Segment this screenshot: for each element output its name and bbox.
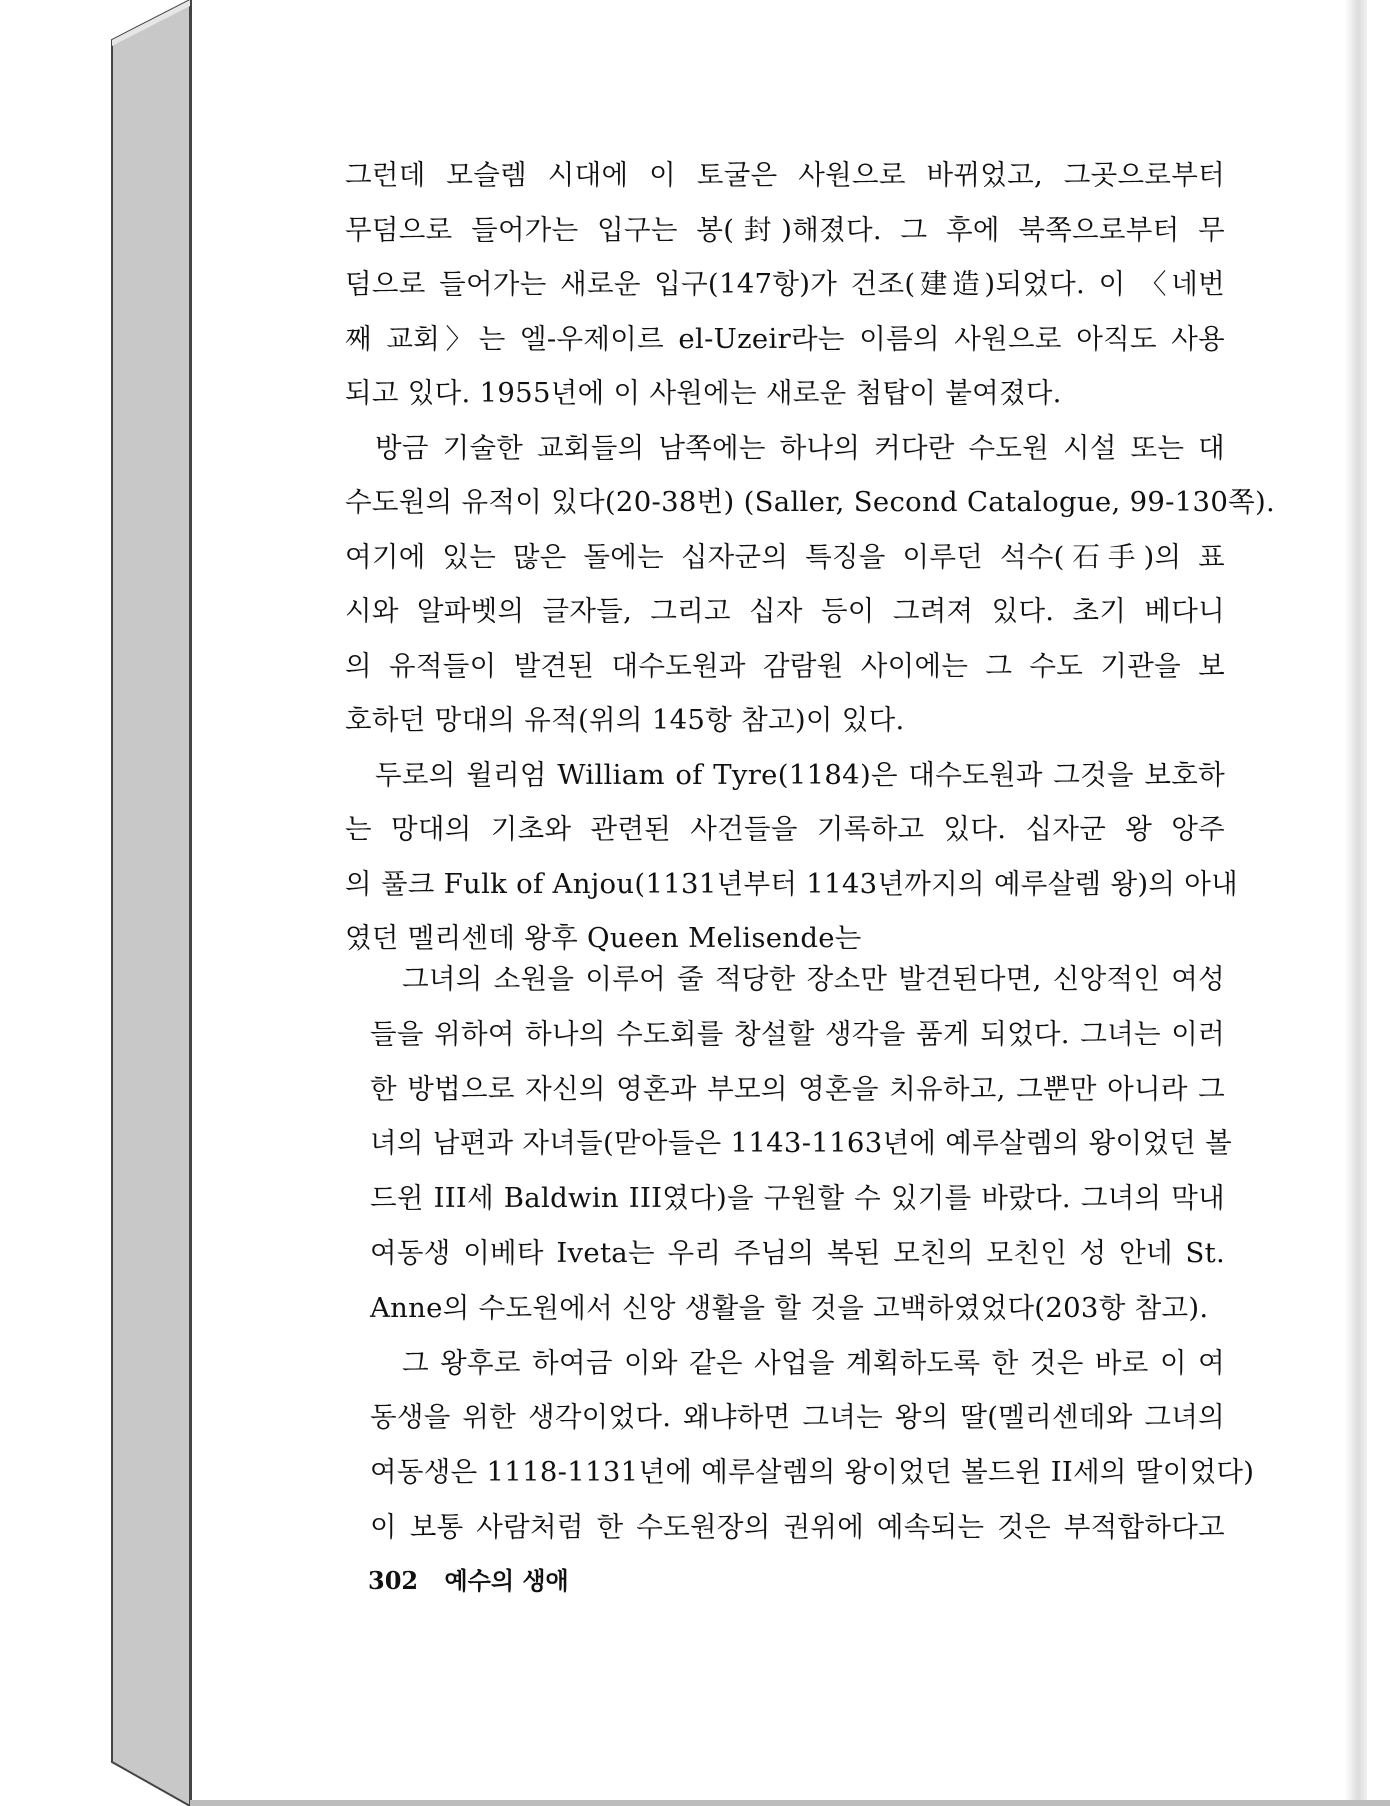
block-quote [370, 952, 1255, 1555]
text-line: 그 왕후로 하여금 이와 같은 사업을 계획하도록 한 것은 바로 이 여 [402, 1346, 1225, 1379]
quote-paragraph-2 [370, 1336, 1255, 1555]
quote-paragraph-1 [370, 952, 1232, 1336]
main-text [345, 148, 1276, 966]
text-line: 무덤으로 들어가는 입구는 봉(封)해졌다. 그 후에 북쪽으로부터 무 [345, 213, 1225, 246]
paragraph-3 [345, 748, 1238, 966]
page-bottom-edge [190, 1800, 1390, 1806]
text-line: 시와 알파벳의 글자들, 그리고 십자 등이 그려져 있다. 초기 베다니 [345, 595, 1225, 627]
text-line: 는 망대의 기초와 관련된 사건들을 기록하고 있다. 십자군 왕 앙주 [345, 813, 1225, 845]
text-line: 여기에 있는 많은 돌에는 십자군의 특징을 이루던 석수(石手)의 표 [345, 540, 1225, 573]
text-line: 째 교회〉는 엘-우제이르 el-Uzeir라는 이름의 사원으로 아직도 사용 [345, 322, 1225, 355]
text-line: 호하던 망대의 유적(위의 145항 참고)이 있다. [345, 704, 905, 736]
paragraph-2 [345, 421, 1276, 748]
text-line: 의 유적들이 발견된 대수도원과 감람원 사이에는 그 수도 기관을 보 [345, 649, 1225, 682]
text-line: 두로의 윌리엄 William of Tyre(1184)은 대수도원과 그것을 보호하 [375, 758, 1225, 791]
text-line: 방금 기술한 교회들의 남쪽에는 하나의 커다란 수도원 시설 또는 대 [375, 431, 1225, 464]
text-line: 들을 위하여 하나의 수도회를 창설할 생각을 품게 되었다. 그녀는 이러 [370, 1017, 1225, 1050]
text-line: 이 보통 사람처럼 한 수도원장의 권위에 예속되는 것은 부적합하다고 [370, 1510, 1225, 1543]
page-footer [368, 1561, 569, 1596]
text-line: 여동생 이베타 Iveta는 우리 주님의 복된 모친의 모친인 성 안네 St. [370, 1236, 1225, 1269]
text-line: 그녀의 소원을 이루어 줄 적당한 장소만 발견된다면, 신앙적인 여성 [402, 963, 1225, 995]
text-line: Anne의 수도원에서 신앙 생활을 할 것을 고백하였었다(203항 참고). [370, 1291, 1209, 1324]
text-line: 되고 있다. 1955년에 이 사원에는 새로운 첨탑이 붙여졌다. [345, 377, 1062, 409]
text-line: 녀의 남편과 자녀들(맏아들은 1143-1163년에 예루살렘의 왕이었던 볼 [370, 1127, 1232, 1160]
page-number: 302 [368, 1566, 419, 1595]
text-line: 여동생은 1118-1131년에 예루살렘의 왕이었던 볼드윈 II세의 딸이었다) [370, 1456, 1255, 1489]
text-line: 한 방법으로 자신의 영혼과 부모의 영혼을 치유하고, 그뿐만 아니라 그 [370, 1072, 1225, 1105]
text-line: 의 풀크 Fulk of Anjou(1131년부터 1143년까지의 예루살렘 왕)의 아내 [345, 867, 1238, 900]
text-line: 덤으로 들어가는 새로운 입구(147항)가 건조(建造)되었다. 이 〈네번 [345, 268, 1225, 300]
text-line: 동생을 위한 생각이었다. 왜냐하면 그녀는 왕의 딸(멜리센데와 그녀의 [370, 1401, 1225, 1434]
text-line: 그런데 모슬렘 시대에 이 토굴은 사원으로 바뀌었고, 그곳으로부터 [345, 159, 1225, 191]
text-line: 드윈 III세 Baldwin III였다)을 구원할 수 있기를 바랐다. 그녀의 막내 [370, 1182, 1225, 1215]
running-title: 예수의 생애 [444, 1566, 569, 1595]
text-line: 였던 멜리센데 왕후 Queen Melisende는 [345, 922, 862, 954]
text-line: 수도원의 유적이 있다(20-38번) (Saller, Second Catalogue, 99-130쪽). [345, 486, 1276, 518]
page-edge [1345, 0, 1367, 1806]
paragraph-1 [345, 148, 1225, 421]
